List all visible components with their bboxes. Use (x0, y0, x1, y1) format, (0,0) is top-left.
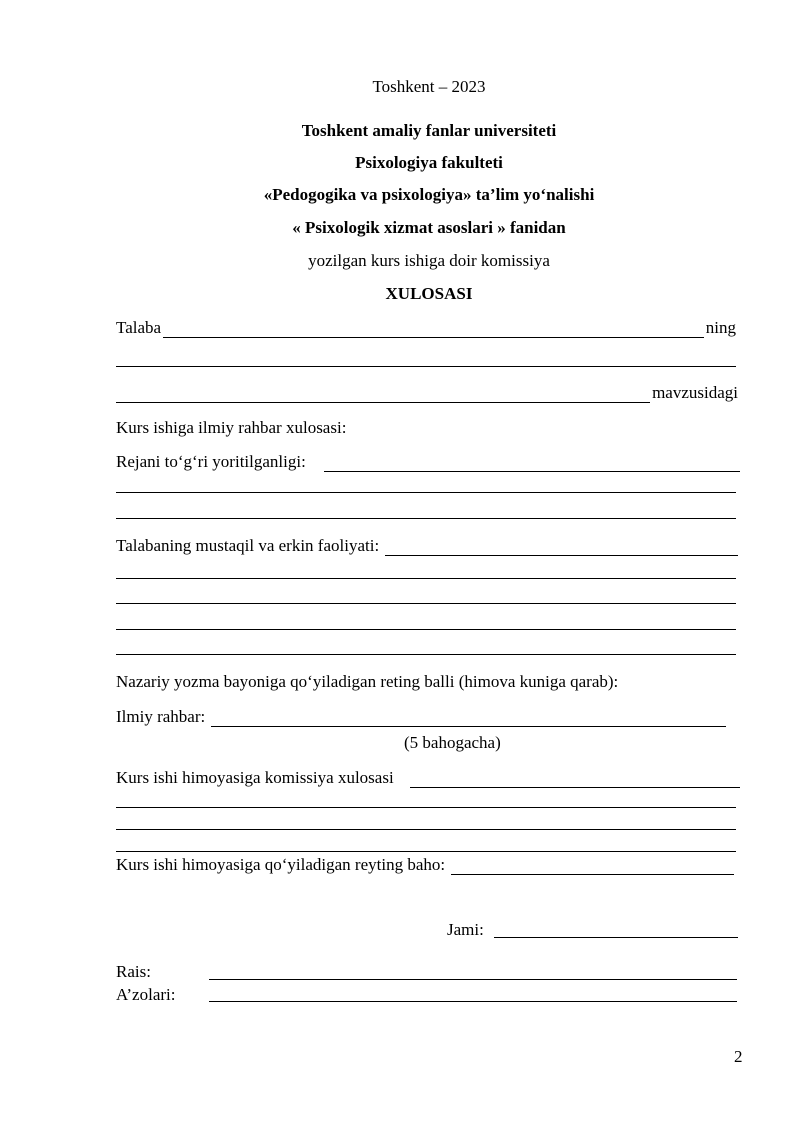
student-line-2[interactable] (116, 366, 736, 367)
advisor-label: Ilmiy rahbar: (116, 707, 206, 726)
chair-signature-field[interactable] (209, 979, 737, 980)
commission-line-3[interactable] (116, 829, 736, 830)
form-title: XULOSASI (385, 284, 473, 303)
plan-row (116, 450, 742, 472)
topic-row (116, 381, 738, 403)
independence-line-2[interactable] (116, 578, 736, 579)
plan-line-2[interactable] (116, 492, 736, 493)
independence-line-5[interactable] (116, 654, 736, 655)
subject-name: « Psixologik xizmat asoslari » fanidan (292, 218, 566, 237)
student-row (116, 316, 736, 338)
commission-field[interactable] (410, 769, 740, 788)
total-field[interactable] (494, 937, 738, 938)
plan-label: Rejani to‘g‘ri yoritilganligi: (116, 452, 306, 471)
independence-line-4[interactable] (116, 629, 736, 630)
commission-line-4[interactable] (116, 851, 736, 852)
faculty-name: Psixologiya fakulteti (355, 153, 503, 172)
members-label: A’zolari: (116, 985, 176, 1004)
plan-line-3[interactable] (116, 518, 736, 519)
defense-grade-row (116, 853, 736, 875)
total-label: Jami: (447, 920, 484, 939)
defense-grade-field[interactable] (451, 856, 734, 875)
chair-label: Rais: (116, 962, 151, 981)
topic-field[interactable] (116, 384, 650, 403)
commission-row (116, 766, 742, 788)
student-suffix: ning (705, 318, 736, 337)
form-subtitle: yozilgan kurs ishiga doir komissiya (308, 251, 550, 270)
commission-label: Kurs ishi himoyasiga komissiya xulosasi (116, 768, 394, 787)
advisor-field[interactable] (211, 708, 726, 727)
page-number: 2 (734, 1047, 743, 1066)
direction-name: «Pedogogika va psixologiya» ta’lim yo‘nalishi (263, 185, 595, 204)
independence-line-3[interactable] (116, 603, 736, 604)
advisor-conclusion-label: Kurs ishiga ilmiy rahbar xulosasi: (116, 418, 347, 437)
independence-field[interactable] (385, 537, 738, 556)
independence-label: Talabaning mustaqil va erkin faoliyati: (116, 536, 380, 555)
independence-row (116, 534, 740, 556)
city-year: Toshkent – 2023 (372, 77, 486, 96)
defense-grade-label: Kurs ishi himoyasiga qo‘yiladigan reyting baho: (116, 855, 446, 874)
topic-suffix: mavzusidagi (652, 383, 738, 402)
university-name: Toshkent amaliy fanlar universiteti (301, 121, 557, 140)
student-label: Talaba (116, 318, 162, 337)
advisor-row (116, 705, 728, 727)
members-signature-field[interactable] (209, 1001, 737, 1002)
rating-label: Nazariy yozma bayoniga qo‘yiladigan reting balli (himova kuniga qarab): (116, 672, 619, 691)
advisor-note: (5 bahogacha) (404, 733, 501, 752)
student-name-field[interactable] (163, 319, 704, 338)
commission-line-2[interactable] (116, 807, 736, 808)
plan-field[interactable] (324, 453, 740, 472)
